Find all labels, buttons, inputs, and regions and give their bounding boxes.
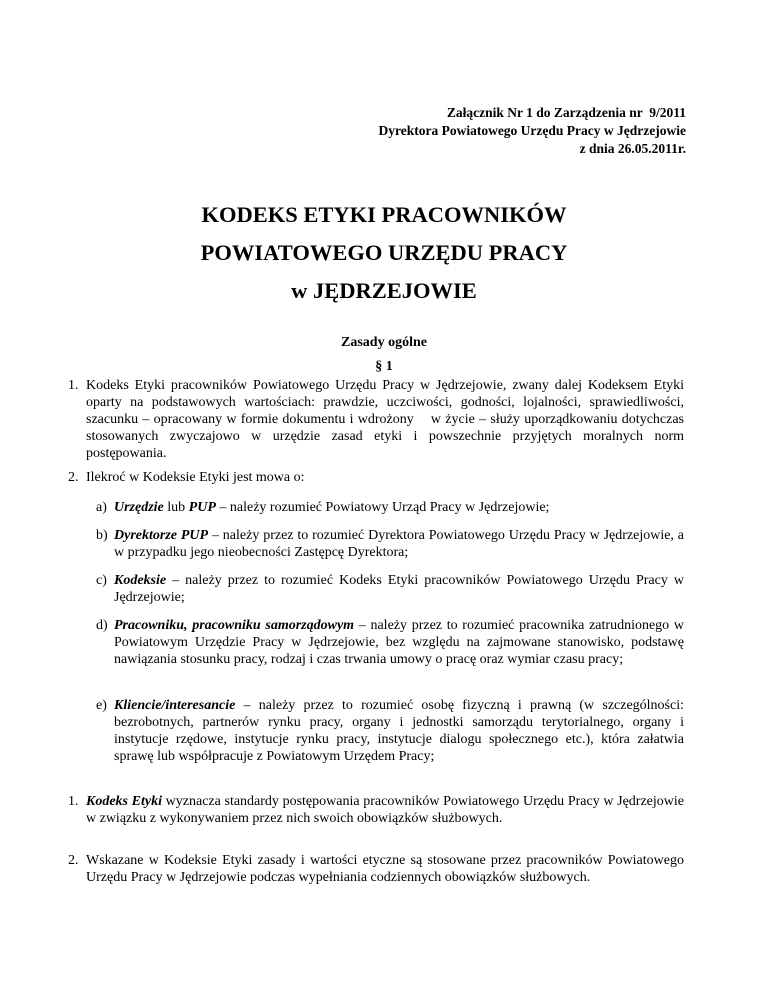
item-text: – należy przez to rozumieć Kodeks Etyki pracowników Powiatowego Urzędu Pracy w Jędrzejowie;: [114, 573, 684, 605]
list-item: [96, 499, 684, 516]
list-item: [96, 572, 684, 606]
attachment-header: [378, 104, 686, 158]
attachment-line-1: Załącznik Nr 1 do Zarządzenia nr 9/2011: [446, 105, 686, 120]
list-item: [96, 697, 684, 765]
item-text: Kodeks Etyki pracowników Powiatowego Urzędu Pracy w Jędrzejowie, zwany dalej Kodeksem Etyki oparty na podstawowych wartościach: prawdzie, uczciwości, godności, lojalności, sprawiedliwości, szacunku – opracowany w formie dokumentu i wdrożony w życie – służy uporządkowaniu dotychczas stosowanych zwyczajowo w urzędzie zasad etyki i powszechnie przyjętych moralnych norm postępowania.: [86, 378, 688, 461]
document-title: [0, 196, 768, 310]
item-number: 2.: [68, 470, 79, 485]
item-letter: b): [96, 528, 108, 543]
list-item: [68, 793, 684, 827]
list-item: [68, 377, 688, 462]
list-item: [68, 469, 684, 486]
definition-term: Kodeks Etyki: [86, 794, 162, 809]
item-number: 1.: [68, 794, 79, 809]
item-text: – należy przez to rozumieć osobę fizyczną i prawną (w szczególności: bezrobotnych, partnerów rynku pracy, organy i jednostki samorządu terytorialnego, organy i instytucje rzędowe, instytucje rynku pracy, instytucje dialogu społecznego etc.), która załatwia sprawę lub współpracuje z Powiatowym Urzędem Pracy;: [114, 698, 684, 764]
list-item: [96, 617, 684, 668]
item-text: lub: [163, 500, 189, 515]
definition-term: PUP: [188, 500, 216, 515]
item-letter: e): [96, 698, 107, 713]
list-item: [96, 527, 685, 561]
definition-term: Pracowniku, pracowniku samorządowym: [114, 618, 355, 633]
definition-term: Dyrektorze PUP: [114, 528, 209, 543]
item-number: 2.: [68, 853, 79, 868]
item-letter: a): [96, 500, 107, 515]
definition-term: Kliencie/interesancie: [114, 698, 236, 713]
section-heading: [0, 332, 768, 378]
list-item: [68, 852, 684, 886]
attachment-line-3: z dnia 26.05.2011r.: [579, 141, 686, 156]
title-line-2: POWIATOWEGO URZĘDU PRACY: [200, 240, 568, 265]
definition-term: Kodeksie: [114, 573, 167, 588]
item-text: – należy rozumieć Powiatowy Urząd Pracy w Jędrzejowie;: [215, 500, 550, 515]
item-text: wyznacza standardy postępowania pracowników Powiatowego Urzędu Pracy w Jędrzejowie w związku z wykonywaniem przez nich swoich obowiązków służbowych.: [86, 794, 684, 826]
item-text: Wskazane w Kodeksie Etyki zasady i wartości etyczne są stosowane przez pracowników Powiatowego Urzędu Pracy w Jędrzejowie podczas wypełniania codziennych obowiązków służbowych.: [86, 853, 684, 885]
title-line-1: KODEKS ETYKI PRACOWNIKÓW: [201, 202, 567, 227]
item-text: Ilekroć w Kodeksie Etyki jest mowa o:: [86, 470, 305, 485]
item-text: – należy przez to rozumieć Dyrektora Powiatowego Urzędu Pracy w Jędrzejowie, a w przypadku jego nieobecności Zastępcę Dyrektora;: [114, 528, 685, 560]
item-number: 1.: [68, 378, 79, 393]
definition-term: Urzędzie: [114, 500, 164, 515]
attachment-line-2: Dyrektora Powiatowego Urzędu Pracy w Jędrzejowie: [378, 123, 686, 138]
title-line-3: w JĘDRZEJOWIE: [291, 278, 477, 303]
item-letter: c): [96, 573, 107, 588]
paragraph-sign: § 1: [375, 359, 393, 374]
section-heading-text: Zasady ogólne: [341, 335, 427, 350]
item-letter: d): [96, 618, 108, 633]
item-text: – należy przez to rozumieć pracownika zatrudnionego w Powiatowym Urzędzie Pracy w Jędrzejowie, bez względu na zajmowane stanowisko, podstawę nawiązania stosunku pracy, rodzaj i czas trwania umowy o pracę oraz wymiar czasu pracy;: [114, 618, 684, 667]
